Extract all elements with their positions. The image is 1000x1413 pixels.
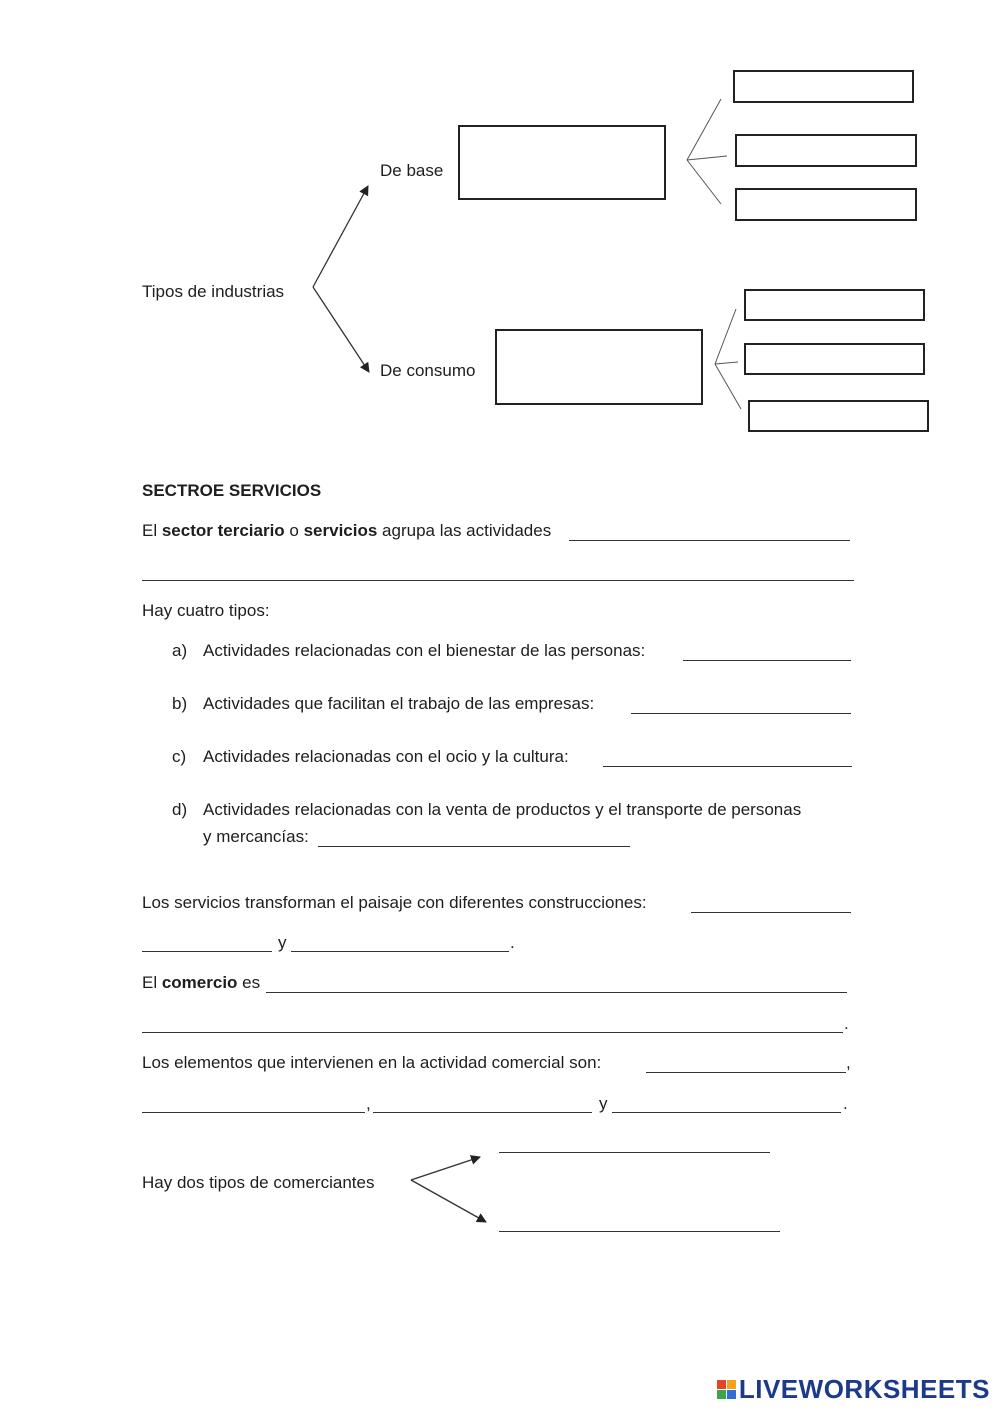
types-intro: Hay cuatro tipos: — [142, 601, 270, 620]
type-marker: d) — [172, 800, 188, 819]
answer-box-consumo[interactable] — [495, 329, 703, 405]
answer-line-type-d[interactable] — [318, 846, 630, 847]
answer-box-consumo-2[interactable] — [744, 343, 925, 375]
intro-term-servicios: servicios — [303, 521, 378, 540]
logo-square — [727, 1380, 736, 1389]
answer-line-comerciante-1[interactable] — [499, 1152, 770, 1153]
paisaje-text: Los servicios transforman el paisaje con diferentes construcciones: — [142, 893, 647, 912]
branch-label-base: De base — [380, 161, 444, 180]
comercio-prefix: El — [142, 973, 162, 992]
answer-line-type-c[interactable] — [603, 766, 852, 767]
answer-box-consumo-3[interactable] — [748, 400, 929, 432]
type-marker: c) — [172, 747, 187, 766]
comercio-term: comercio — [161, 973, 238, 992]
liveworksheets-logo-icon — [717, 1380, 736, 1399]
arrow-to-de-consumo — [313, 287, 369, 372]
elementos-end: . — [843, 1094, 848, 1113]
comercio-line — [142, 973, 260, 993]
answer-line-paisaje-2[interactable] — [142, 951, 272, 952]
type-marker: a) — [172, 641, 188, 660]
section-title: SECTROE SERVICIOS — [142, 481, 322, 500]
elementos-text: Los elementos que intervienen en la actividad comercial son: — [142, 1053, 602, 1072]
type-text: Actividades relacionadas con la venta de productos y el transporte de personas — [203, 800, 802, 819]
intro-line — [142, 521, 551, 541]
elementos-comma-2: , — [366, 1094, 371, 1113]
intro-suffix: agrupa las actividades — [377, 521, 552, 540]
type-text: Actividades relacionadas con el bienestar de las personas: — [203, 641, 646, 660]
answer-line-elementos-1[interactable] — [646, 1072, 846, 1073]
fan-line — [715, 364, 741, 409]
fan-line — [687, 99, 721, 160]
comercio-end: . — [844, 1014, 849, 1033]
answer-line-elementos-4[interactable] — [612, 1112, 841, 1113]
paisaje-end: . — [510, 933, 515, 952]
answer-line-paisaje-1[interactable] — [691, 912, 851, 913]
answer-line-intro-1[interactable] — [569, 540, 850, 541]
answer-line-paisaje-3[interactable] — [291, 951, 509, 952]
liveworksheets-logo[interactable] — [717, 1374, 990, 1405]
type-marker: b) — [172, 694, 188, 713]
diagram-root-label: Tipos de industrias — [142, 282, 285, 301]
comerciantes-text: Hay dos tipos de comerciantes — [142, 1173, 375, 1192]
liveworksheets-logo-text: LIVEWORKSHEETS — [738, 1374, 990, 1404]
answer-line-intro-2[interactable] — [142, 580, 854, 581]
type-text: Actividades que facilitan el trabajo de las empresas: — [203, 694, 595, 713]
intro-term-terciario: sector terciario — [161, 521, 285, 540]
fan-line — [715, 309, 736, 364]
intro-middle: o — [284, 521, 304, 540]
answer-box-base-3[interactable] — [735, 188, 917, 221]
type-text-cont: y mercancías: — [203, 827, 309, 846]
answer-line-comercio-2[interactable] — [142, 1032, 843, 1033]
answer-line-type-b[interactable] — [631, 713, 851, 714]
logo-square — [717, 1390, 726, 1399]
comercio-suffix: es — [237, 973, 261, 992]
answer-line-elementos-2[interactable] — [142, 1112, 365, 1113]
arrow-to-de-base — [313, 186, 368, 287]
branch-label-consumo: De consumo — [380, 361, 476, 380]
fan-line — [687, 160, 721, 204]
arrow-comerciante-1 — [411, 1157, 480, 1180]
paisaje-joiner: y — [278, 933, 287, 952]
answer-box-consumo-1[interactable] — [744, 289, 925, 321]
answer-line-comercio-1[interactable] — [266, 992, 847, 993]
answer-box-base-1[interactable] — [733, 70, 914, 103]
fan-line — [715, 362, 738, 364]
type-text: Actividades relacionadas con el ocio y la cultura: — [203, 747, 569, 766]
fan-line — [687, 156, 727, 160]
answer-line-elementos-3[interactable] — [373, 1112, 592, 1113]
arrow-comerciante-2 — [411, 1180, 486, 1222]
elementos-joiner: y — [599, 1094, 608, 1113]
answer-box-base[interactable] — [458, 125, 666, 200]
answer-line-type-a[interactable] — [683, 660, 851, 661]
elementos-comma: , — [846, 1053, 851, 1072]
answer-line-comerciante-2[interactable] — [499, 1231, 780, 1232]
answer-box-base-2[interactable] — [735, 134, 917, 167]
logo-square — [717, 1380, 726, 1389]
intro-prefix: El — [142, 521, 162, 540]
logo-square — [727, 1390, 736, 1399]
